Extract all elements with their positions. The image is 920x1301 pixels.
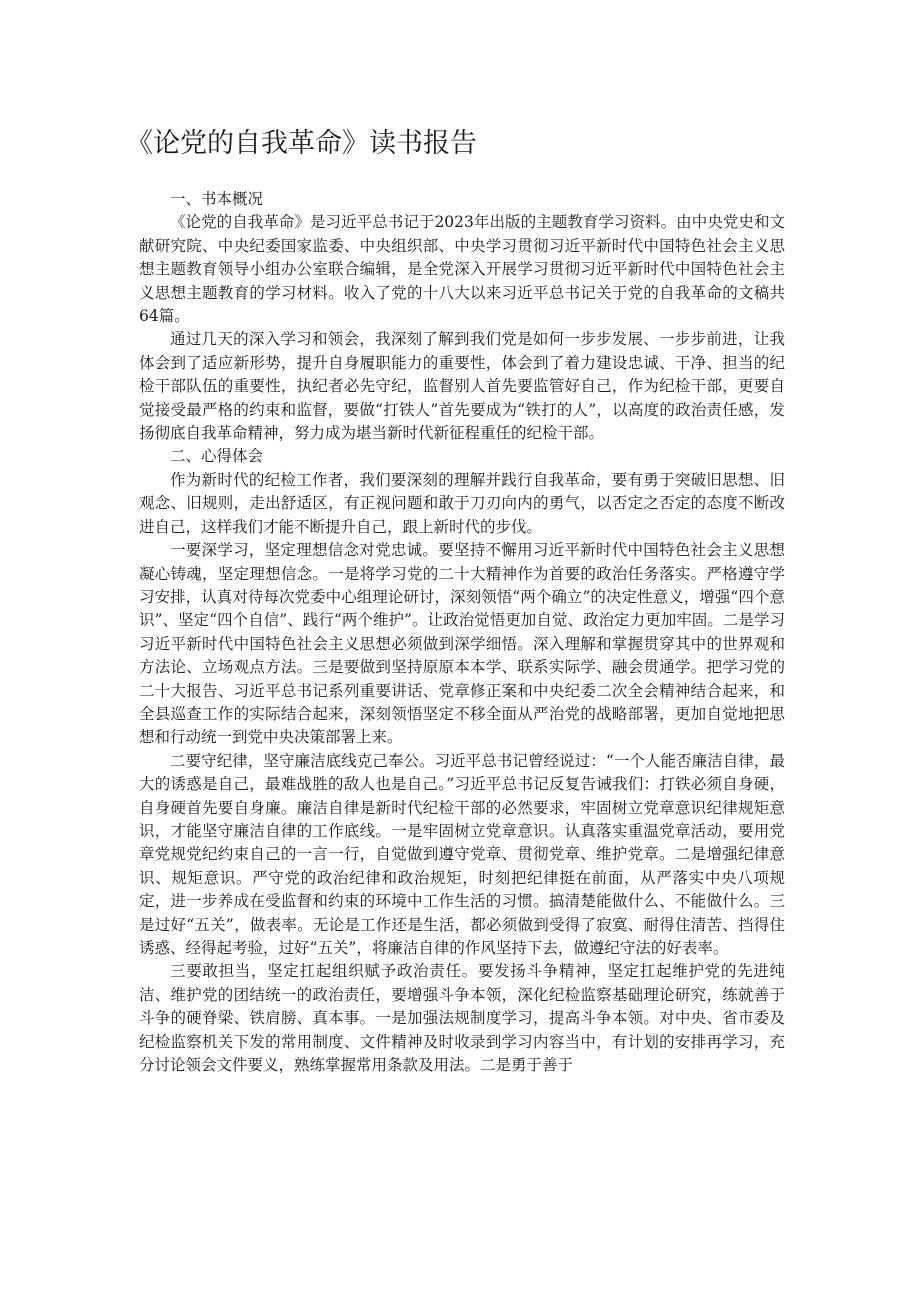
paragraph-deep-study: 一要深学习，坚定理想信念对党忠诚。要坚持不懈用习近平新时代中国特色社会主义思想凝心铸魂，坚定理想信念。一是将学习党的二十大精神作为首要的政治任务落实。严格遵守学习安排，认真对待每次党委中心组理论研讨，深刻领悟“两个确立”的决定性意义，增强“四个意识”、坚定“四个自信”、践行“两个维护”。让政治觉悟更加自觉、政治定力更加牢固。二是学习习近平新时代中国特色社会主义思想必须做到深学细悟。深入理解和掌握贯穿其中的世界观和方法论、立场观点方法。三是要做到坚持原原本本学、联系实际学、融会贯通学。把学习党的二十大报告、习近平总书记系列重要讲话、党章修正案和中央纪委二次全会精神结合起来，和全县巡查工作的实际结合起来，深刻领悟坚定不移全面从严治党的战略部署，更加自觉地把思想和行动统一到党中央决策部署上来。 xyxy=(139,541,785,747)
section-heading-overview: 一、书本概况 xyxy=(170,190,264,208)
section-heading-insights: 二、心得体会 xyxy=(170,447,264,466)
paragraph-discipline: 二要守纪律，坚守廉洁底线克己奉公。习近平总书记曾经说过：“一个人能否廉洁自律，最大的诱惑是自己，最难战胜的敌人也是自己。”习近平总书记反复告诫我们：打铁必须自身硬，自身硬首先要自身廉。廉洁自律是新时代纪检干部的必然要求，牢固树立党章意识纪律规矩意识，才能坚守廉洁自律的工作底线。一是牢固树立党章意识。认真落实重温党章活动，要用党章党规党纪约束自己的一言一行，自觉做到遵守党章、贯彻党章、维护党章。二是增强纪律意识、规矩意识。严守党的政治纪律和政治规矩，时刻把纪律挺在前面，从严落实中央八项规定，进一步养成在受监督和约束的环境中工作生活的习惯。搞清楚能做什么、不能做什么。三是过好“五关”，做表率。无论是工作还是生活，都必须做到受得了寂寞、耐得住清苦、挡得住诱惑、经得起考验，过好“五关”，将廉洁自律的作风坚持下去，做遵纪守法的好表率。 xyxy=(139,751,785,957)
document-body xyxy=(139,188,785,1077)
paragraph-self-revolution: 作为新时代的纪检工作者，我们要深刻的理解并践行自我革命，要有勇于突破旧思想、旧观念、旧规则，走出舒适区，有正视问题和敢于刀刃向内的勇气，以否定之否定的态度不断改进自己，这样我们才能不断提升自己，跟上新时代的步伐。 xyxy=(139,470,785,536)
paragraph-responsibility: 三要敢担当，坚定扛起组织赋予政治责任。要发扬斗争精神，坚定扛起维护党的先进纯洁、维护党的团结统一的政治责任，要增强斗争本领，深化纪检监察基础理论研究，练就善于斗争的硬脊梁、铁肩膀、真本事。一是加强法规制度学习，提高斗争本领。对中央、省市委及纪检监察机关下发的常用制度、文件精神及时收录到学习内容当中，有计划的安排再学习，充分讨论领会文件要义，熟练掌握常用条款及用法。二是勇于善于 xyxy=(139,962,785,1075)
paragraph-book-summary: 《论党的自我革命》是习近平总书记于2023年出版的主题教育学习资料。由中央党史和文献研究院、中央纪委国家监委、中央组织部、中央学习贯彻习近平新时代中国特色社会主义思想主题教育领导小组办公室联合编辑，是全党深入开展学习贯彻习近平新时代中国特色社会主义思想主题教育的学习材料。收入了党的十八大以来习近平总书记关于党的自我革命的文稿共64篇。 xyxy=(139,213,785,326)
document-title: 《论党的自我革命》读书报告 xyxy=(126,128,477,159)
paragraph-study-reflection: 通过几天的深入学习和领会，我深刻了解到我们党是如何一步步发展、一步步前进，让我体会到了适应新形势，提升自身履职能力的重要性，体会到了着力建设忠诚、干净、担当的纪检干部队伍的重要性，执纪者必先守纪，监督别人首先要监管好自己，作为纪检干部，更要自觉接受最严格的约束和监督，要做“打铁人”首先要成为“铁打的人”，以高度的政治责任感，发扬彻底自我革命精神，努力成为堪当新时代新征程重任的纪检干部。 xyxy=(139,330,785,443)
